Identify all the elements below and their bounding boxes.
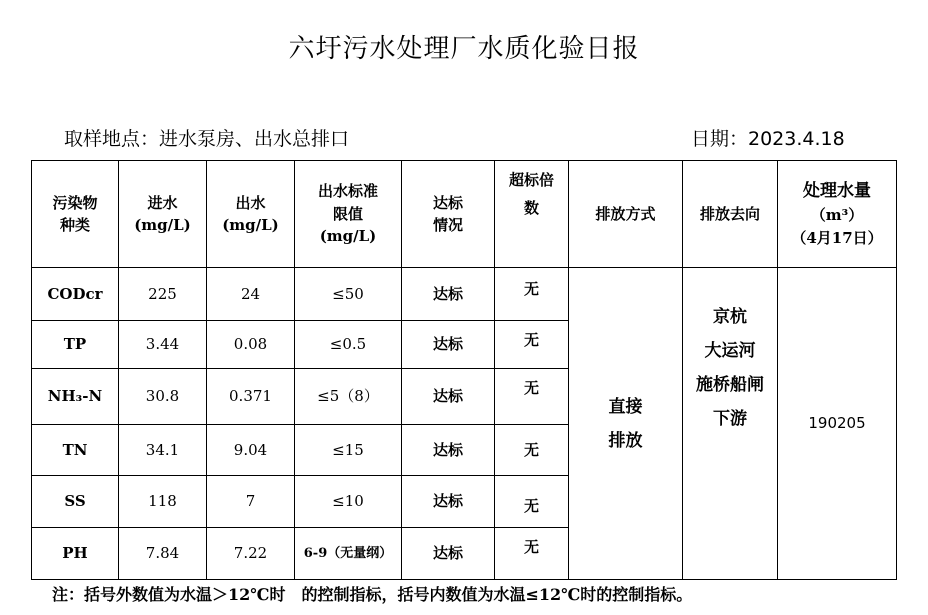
treated-volume: 190205 — [778, 268, 897, 580]
sampling-location: 取样地点：进水泵房、出水总排口 — [64, 128, 350, 150]
influent-value: 118 — [119, 476, 207, 528]
discharge-destination: 京杭 大运河 施桥船闸 下游 — [683, 268, 778, 580]
influent-value: 3.44 — [119, 321, 207, 369]
header-volume: 处理水量 （m³） （4月17日） — [778, 161, 897, 268]
compliance-status: 达标 — [402, 321, 495, 369]
header-row — [32, 161, 897, 268]
influent-value: 30.8 — [119, 369, 207, 425]
limit-value: 6-9（无量纲） — [295, 528, 402, 580]
report-date: 日期：2023.4.18 — [691, 128, 845, 150]
exceed-multiple: 无 — [495, 268, 569, 321]
pollutant-name: TN — [32, 425, 119, 476]
report-title: 六圩污水处理厂水质化验日报 — [288, 34, 640, 64]
exceed-multiple: 无 — [495, 321, 569, 369]
influent-value: 225 — [119, 268, 207, 321]
effluent-value: 24 — [207, 268, 295, 321]
discharge-method: 直接 排放 — [569, 268, 683, 580]
exceed-multiple: 无 — [495, 476, 569, 528]
header-compliance: 达标 情况 — [402, 161, 495, 268]
pollutant-name: CODcr — [32, 268, 119, 321]
exceed-multiple: 无 — [495, 369, 569, 425]
limit-value: ≤15 — [295, 425, 402, 476]
limit-value: ≤0.5 — [295, 321, 402, 369]
water-quality-table — [31, 160, 897, 580]
header-exceed: 超标倍 数 — [495, 161, 569, 268]
exceed-multiple: 无 — [495, 528, 569, 580]
compliance-status: 达标 — [402, 528, 495, 580]
limit-value: ≤5（8） — [295, 369, 402, 425]
effluent-value: 0.08 — [207, 321, 295, 369]
effluent-value: 7.22 — [207, 528, 295, 580]
header-influent: 进水 (mg/L) — [119, 161, 207, 268]
exceed-multiple: 无 — [495, 425, 569, 476]
table-row — [32, 268, 897, 321]
header-discharge-destination: 排放去向 — [683, 161, 778, 268]
pollutant-name: PH — [32, 528, 119, 580]
effluent-value: 9.04 — [207, 425, 295, 476]
influent-value: 34.1 — [119, 425, 207, 476]
effluent-value: 0.371 — [207, 369, 295, 425]
effluent-value: 7 — [207, 476, 295, 528]
compliance-status: 达标 — [402, 268, 495, 321]
pollutant-name: SS — [32, 476, 119, 528]
header-limit: 出水标准 限值 (mg/L) — [295, 161, 402, 268]
compliance-status: 达标 — [402, 476, 495, 528]
compliance-status: 达标 — [402, 369, 495, 425]
header-pollutant: 污染物 种类 — [32, 161, 119, 268]
header-discharge-method: 排放方式 — [569, 161, 683, 268]
footnote: 注：括号外数值为水温＞12℃时 的控制指标，括号内数值为水温≤12℃时的控制指标。 — [52, 585, 693, 604]
limit-value: ≤50 — [295, 268, 402, 321]
limit-value: ≤10 — [295, 476, 402, 528]
pollutant-name: NH₃-N — [32, 369, 119, 425]
pollutant-name: TP — [32, 321, 119, 369]
compliance-status: 达标 — [402, 425, 495, 476]
influent-value: 7.84 — [119, 528, 207, 580]
header-effluent: 出水 (mg/L) — [207, 161, 295, 268]
